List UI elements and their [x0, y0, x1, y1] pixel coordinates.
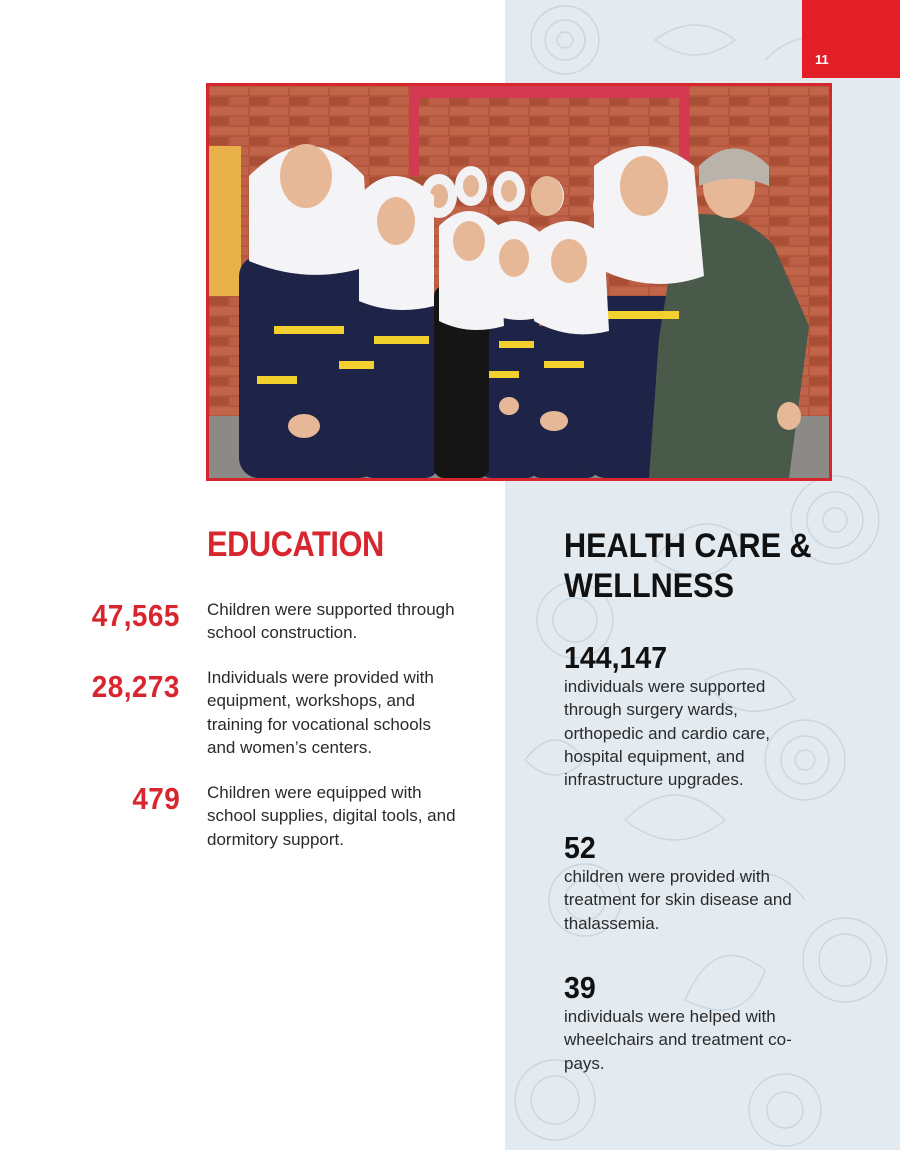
stat-value: 39: [564, 970, 596, 1005]
stat-value: 52: [564, 830, 596, 865]
education-heading: EDUCATION: [207, 525, 384, 564]
stat-description: individuals were supported through surgery wards, orthopedic and cardio care, hospital equipment, and infrastructure upgrades.: [564, 677, 771, 790]
group-photo-illustration: [209, 86, 829, 478]
page-number: 11: [815, 52, 829, 67]
health-stat: [564, 971, 814, 1075]
stat-value: 47,565: [91, 598, 180, 633]
health-stat: [564, 641, 814, 791]
stat-value: 479: [132, 781, 180, 816]
health-heading: HEALTH CARE & WELLNESS: [564, 527, 812, 605]
stat-description: children were provided with treatment for skin disease and thalassemia.: [564, 867, 792, 933]
stat-value: 28,273: [91, 669, 180, 704]
stat-value: 144,147: [564, 640, 668, 675]
stat-description: Individuals were provided with equipment, workshops, and training for vocational schools and women’s centers.: [207, 668, 434, 757]
health-stat: [564, 831, 814, 935]
stat-description: individuals were helped with wheelchairs and treatment co-pays.: [564, 1007, 792, 1073]
stat-description: Children were equipped with school supplies, digital tools, and dormitory support.: [207, 783, 456, 849]
group-photo: [206, 83, 832, 481]
page-number-tab: [802, 0, 900, 78]
stat-description: Children were supported through school construction.: [207, 600, 455, 643]
